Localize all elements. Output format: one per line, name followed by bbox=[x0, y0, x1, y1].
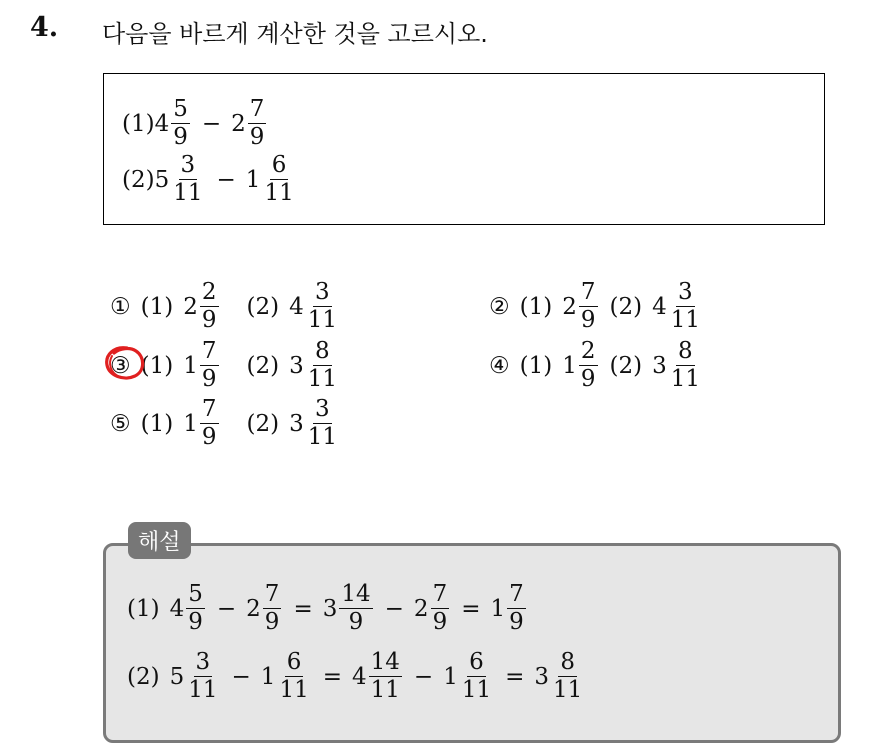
operator: − bbox=[201, 110, 222, 137]
operator: − bbox=[231, 663, 251, 690]
denominator: 11 bbox=[279, 677, 309, 703]
numerator: 8 bbox=[315, 338, 330, 364]
choice-marker: ③ bbox=[110, 352, 131, 379]
question-text: 다음을 바르게 계산한 것을 고르시오. bbox=[102, 20, 488, 48]
whole-number: 3 bbox=[289, 410, 304, 437]
answer-label: (2) bbox=[246, 410, 280, 437]
fraction bbox=[669, 281, 702, 332]
whole-number: 1 bbox=[562, 352, 577, 379]
denominator: 9 bbox=[432, 609, 448, 635]
operator: − bbox=[384, 595, 404, 622]
whole-number: 3 bbox=[289, 352, 304, 379]
fraction bbox=[669, 340, 702, 391]
whole-number: 1 bbox=[245, 166, 261, 193]
equals-sign: = bbox=[505, 663, 525, 690]
denominator: 9 bbox=[201, 366, 217, 392]
denominator: 9 bbox=[173, 124, 188, 150]
whole-number: 4 bbox=[154, 110, 170, 137]
fraction bbox=[277, 651, 310, 702]
fraction bbox=[186, 583, 205, 634]
denominator: 11 bbox=[188, 677, 218, 703]
whole-number: 4 bbox=[289, 293, 304, 320]
numerator: 3 bbox=[315, 279, 330, 305]
problem-label: (2) bbox=[122, 166, 155, 193]
explanation-line-2 bbox=[127, 651, 586, 702]
explanation-tag: 해설 bbox=[128, 522, 191, 559]
whole-number: 2 bbox=[413, 595, 429, 622]
fraction bbox=[171, 98, 190, 149]
denominator: 11 bbox=[670, 307, 701, 333]
numerator: 3 bbox=[180, 152, 196, 178]
question-number: 4. bbox=[30, 12, 59, 43]
numerator: 3 bbox=[195, 649, 211, 675]
equals-sign: = bbox=[322, 663, 342, 690]
fraction bbox=[200, 398, 219, 449]
numerator: 7 bbox=[249, 96, 265, 122]
fraction bbox=[186, 651, 219, 702]
numerator: 7 bbox=[201, 338, 217, 364]
answer-mark-circle bbox=[102, 343, 148, 383]
numerator: 7 bbox=[580, 279, 596, 305]
whole-number: 1 bbox=[183, 352, 198, 379]
answer-label: (1) bbox=[519, 293, 553, 320]
numerator: 6 bbox=[271, 152, 287, 178]
numerator: 6 bbox=[286, 649, 302, 675]
whole-number: 3 bbox=[322, 595, 338, 622]
fraction bbox=[263, 583, 282, 634]
denominator: 11 bbox=[264, 180, 294, 206]
denominator: 9 bbox=[249, 124, 265, 150]
fraction bbox=[306, 281, 339, 332]
problem-1 bbox=[122, 98, 268, 149]
fraction bbox=[339, 583, 372, 634]
fraction bbox=[507, 583, 526, 634]
numerator: 8 bbox=[678, 338, 693, 364]
choice-marker: ① bbox=[110, 293, 131, 320]
denominator: 9 bbox=[201, 424, 217, 450]
choice-marker: ② bbox=[489, 293, 510, 320]
denominator: 9 bbox=[509, 609, 524, 635]
choice-4[interactable] bbox=[489, 340, 704, 391]
denominator: 9 bbox=[348, 609, 364, 635]
fraction bbox=[262, 154, 295, 205]
fraction bbox=[200, 340, 219, 391]
numerator: 6 bbox=[469, 649, 484, 675]
choice-marker: ⑤ bbox=[110, 410, 131, 437]
denominator: 9 bbox=[201, 307, 217, 333]
answer-label: (1) bbox=[140, 352, 174, 379]
numerator: 3 bbox=[315, 396, 330, 422]
numerator: 7 bbox=[264, 581, 280, 607]
numerator: 7 bbox=[432, 581, 448, 607]
fraction bbox=[248, 98, 267, 149]
problem-2 bbox=[122, 154, 298, 205]
denominator: 9 bbox=[580, 307, 596, 333]
whole-number: 5 bbox=[169, 663, 185, 690]
problem-label: (1) bbox=[127, 595, 160, 622]
fraction bbox=[579, 340, 598, 391]
answer-label: (2) bbox=[609, 352, 643, 379]
equals-sign: = bbox=[293, 595, 313, 622]
choice-marker: ④ bbox=[489, 352, 510, 379]
fraction bbox=[460, 651, 493, 702]
fraction bbox=[200, 281, 219, 332]
explanation-line-1 bbox=[127, 583, 528, 634]
denominator: 11 bbox=[173, 180, 203, 206]
whole-number: 1 bbox=[490, 595, 506, 622]
numerator: 7 bbox=[509, 581, 524, 607]
fraction bbox=[171, 154, 204, 205]
operator: − bbox=[413, 663, 434, 690]
fraction bbox=[306, 340, 339, 391]
numerator: 7 bbox=[201, 396, 217, 422]
answer-label: (2) bbox=[246, 352, 280, 379]
answer-label: (2) bbox=[246, 293, 280, 320]
denominator: 11 bbox=[370, 677, 400, 703]
answer-label: (1) bbox=[140, 410, 174, 437]
denominator: 11 bbox=[553, 677, 583, 703]
numerator: 8 bbox=[560, 649, 575, 675]
problem-label: (1) bbox=[122, 110, 155, 137]
denominator: 9 bbox=[188, 609, 203, 635]
whole-number: 2 bbox=[231, 110, 246, 137]
answer-label: (2) bbox=[609, 293, 643, 320]
numerator: 2 bbox=[201, 279, 217, 305]
answer-label: (1) bbox=[519, 352, 553, 379]
whole-number: 3 bbox=[534, 663, 550, 690]
whole-number: 1 bbox=[260, 663, 276, 690]
whole-number: 1 bbox=[443, 663, 458, 690]
whole-number: 2 bbox=[183, 293, 198, 320]
denominator: 11 bbox=[307, 424, 338, 450]
whole-number: 4 bbox=[652, 293, 667, 320]
numerator: 14 bbox=[370, 649, 400, 675]
fraction bbox=[551, 651, 584, 702]
operator: − bbox=[216, 595, 237, 622]
denominator: 11 bbox=[670, 366, 701, 392]
choice-1[interactable] bbox=[110, 281, 341, 332]
choice-5[interactable] bbox=[110, 398, 341, 449]
choice-2[interactable] bbox=[489, 281, 704, 332]
denominator: 11 bbox=[307, 366, 338, 392]
problem-label: (2) bbox=[127, 663, 160, 690]
denominator: 11 bbox=[307, 307, 338, 333]
whole-number: 2 bbox=[246, 595, 261, 622]
operator: − bbox=[216, 166, 236, 193]
numerator: 5 bbox=[188, 581, 203, 607]
fraction bbox=[306, 398, 339, 449]
whole-number: 2 bbox=[562, 293, 577, 320]
equals-sign: = bbox=[461, 595, 481, 622]
explanation-box bbox=[103, 543, 841, 743]
numerator: 2 bbox=[580, 338, 596, 364]
answer-label: (1) bbox=[140, 293, 174, 320]
numerator: 5 bbox=[173, 96, 188, 122]
fraction bbox=[579, 281, 598, 332]
whole-number: 4 bbox=[352, 663, 367, 690]
numerator: 14 bbox=[341, 581, 371, 607]
numerator: 3 bbox=[678, 279, 693, 305]
whole-number: 1 bbox=[183, 410, 198, 437]
fraction bbox=[431, 583, 450, 634]
denominator: 9 bbox=[264, 609, 280, 635]
whole-number: 3 bbox=[652, 352, 667, 379]
whole-number: 4 bbox=[169, 595, 185, 622]
denominator: 11 bbox=[461, 677, 492, 703]
fraction bbox=[369, 651, 402, 702]
denominator: 9 bbox=[580, 366, 596, 392]
whole-number: 5 bbox=[154, 166, 170, 193]
